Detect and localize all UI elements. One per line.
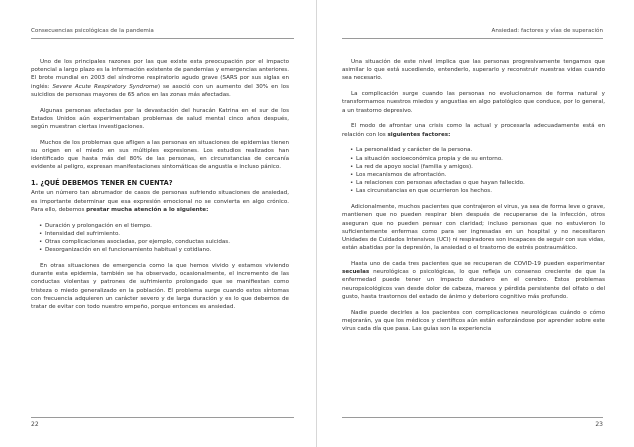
footer-rule-right — [342, 417, 603, 418]
header-rule-right — [342, 38, 603, 39]
header-rule-left — [31, 38, 294, 39]
bullet-list — [31, 222, 289, 255]
list-item: • La red de apoyo social (familia y amigos). — [356, 163, 605, 171]
paragraph: El modo de afrontar una crisis como la actual y procesarla adecuadamente está en relación con los siguientes factores: — [342, 123, 605, 138]
italic-term: Severe Acute Respiratory Syndrome — [52, 83, 158, 90]
right-page-body — [342, 58, 605, 341]
running-head-right: Ansiedad: factores y vías de superación — [491, 28, 603, 34]
list-item: • La personalidad y carácter de la persona. — [356, 146, 605, 154]
bold-emphasis: secuelas — [342, 269, 370, 276]
list-item: • Las circunstancias en que ocurrieron los hechos. — [356, 187, 605, 195]
left-page-body — [31, 58, 289, 319]
paragraph: Hasta uno de cada tres pacientes que se recuperan de COVID-19 pueden experimentar secuelas neurológicas o psicológicas, lo que refleja un consenso creciente de que la enfermedad puede tener un impacto duradero en el cerebro. Estos problemas neuropsicológicos van desde dolor de cabeza, mareos y pérdida persistente del olfato o del gusto, hasta trastornos del estado de ánimo y deterioro cognitivo más profundo. — [342, 261, 605, 300]
list-item: • La relaciones con personas afectadas o que hayan fallecido. — [356, 179, 605, 187]
list-item: • Duración y prolongación en el tiempo. — [45, 222, 289, 230]
page-number-right: 23 — [595, 421, 603, 428]
list-item: • La situación socioeconómica propia y de su entorno. — [356, 155, 605, 163]
bullet-list — [342, 146, 605, 195]
paragraph: Ante un número tan abrumador de casos de personas sufriendo situaciones de ansiedad, es importante determinar que esa expresión emocional no se convierta en algo crónico. Para ello, debemos prestar mucha atención a lo siguiente: — [31, 190, 289, 213]
bold-emphasis: siguientes factores: — [387, 131, 451, 138]
paragraph: En otras situaciones de emergencia como la que hemos vivido y estamos viviendo durante esta epidemia, también se ha observado, ocasionalmente, el incremento de las conductas violentas y patrones de sufrimiento prolongado que se manifiestan como tristeza o miedo generalizado en la población. El problema surge cuando estos síntomas con frecuencia adquieren un carácter severo y de larga duración y es lo que debemos de tratar de evitar con todo nuestro empeño, porque entonces es ansiedad. — [31, 263, 289, 311]
paragraph: Adicionalmente, muchos pacientes que contrajeron el virus, ya sea de forma leve o grave, mantienen que no pueden respirar bien después de recuperarse de la infección, otros aseguran que no pueden pensar con claridad; incluso personas que no estuvieron lo suficientemente enfermas como para ser ingresadas en un hospital y no necesitaron Unidades de Cuidados Intensivos (UCI) ni respiradores son incapaces de seguir con sus vidas, están abatidas por la depresión, la ansiedad o el trastorno de estrés postraumático. — [342, 204, 605, 252]
footer-rule-left — [31, 417, 294, 418]
paragraph: Algunas personas afectadas por la devastación del huracán Katrina en el sur de los Estados Unidos aún experimentaban problemas de salud mental cinco años después, según muestran ciertas investigaciones. — [31, 107, 289, 131]
list-item: • Desorganización en el funcionamiento habitual y cotidiano. — [45, 246, 289, 254]
page-number-left: 22 — [31, 421, 39, 428]
running-head-left: Consecuencias psicológicas de la pandemia — [31, 28, 154, 34]
paragraph: Uno de los principales razones por las que existe esta preocupación por el impacto potencial a largo plazo es la información existente de pandemias y emergencias anteriores. El brote mundial en 2003 del síndrome respiratorio agudo grave (SARS por sus siglas en inglés: Severe Acute Respiratory Syndrome) se asoció con un aumento del 30% en los suicidios de personas mayores de 65 años en las zonas más afectadas. — [31, 59, 289, 98]
list-item: • Los mecanismos de afrontación. — [356, 171, 605, 179]
paragraph: Nadie puede decirles a los pacientes con complicaciones neurológicas cuándo o cómo mejorarán, ya que los médicos y científicos aún están esforzándose por aprender sobre este virus cada día que pasa. Las guías son la experiencia — [342, 309, 605, 333]
paragraph: Una situación de este nivel implica que las personas progresivamente tengamos que asimilar lo que está sucediendo, entenderlo, superarlo y reconstruir nuestras vidas cuando sea necesario. — [342, 59, 605, 82]
paragraph: La complicación surge cuando las personas no evolucionamos de forma natural y transformamos nuestros miedos y angustias en algo patológico que conduce, por lo general, a un trastorno depresivo. — [342, 91, 605, 114]
paragraph: Muchos de los problemas que afligen a las personas en situaciones de epidemias tienen su origen en el miedo en sus múltiples expresiones. Los estudios realizados han identificado que hasta más del 80% de las personas, en circunstancias de cercanía evidente al peligro, expresan manifestaciones sintomáticas de angustia e incluso pánico. — [31, 139, 289, 171]
section-title: 1. ¿QUÉ DEBEMOS TENER EN CUENTA? — [31, 179, 173, 188]
bold-emphasis: prestar mucha atención a lo siguiente: — [86, 206, 209, 213]
right-page — [317, 0, 634, 447]
list-item: • Intensidad del sufrimiento. — [45, 230, 289, 238]
list-item: • Otras complicaciones asociadas, por ejemplo, conductas suicidas. — [45, 238, 289, 246]
